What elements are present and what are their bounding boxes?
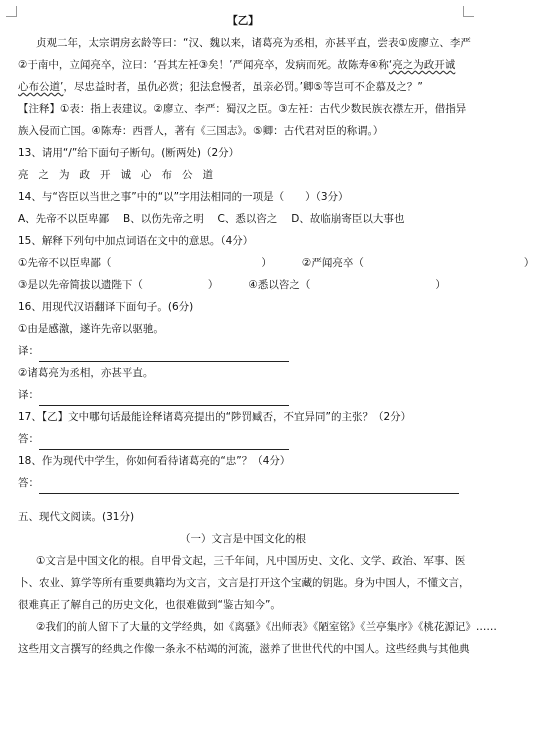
translation-row	[18, 340, 468, 362]
essay-line: ①文言是中国文化的根。自甲骨文起，三千年间，凡中国历史、文化、文学、政治、军事、医	[36, 555, 466, 567]
answer-line[interactable]	[39, 435, 289, 450]
q15-item: ①先帝不以臣卑鄙（	[18, 257, 112, 269]
document-page	[18, 10, 534, 660]
question-14-options: A、先帝不以臣卑鄙 B、以伤先帝之明 C、悉以咨之 D、故临崩寄臣以大事也	[18, 213, 405, 225]
essay-line: 卜、农业、算学等所有重要典籍均为文言，文言是打开这个宝藏的钥匙。身为中国人，不懂文言，	[18, 577, 470, 589]
answer-row	[18, 428, 468, 450]
q15-item: ③是以先帝简拔以遗陛下（	[18, 279, 143, 291]
question-15-row	[18, 252, 534, 274]
question-13-sentence: 亮之为政开诚心布公道	[18, 169, 223, 181]
question-16-sentence: ②诸葛亮为丞相，亦甚平直。	[18, 367, 154, 379]
essay-line: ②我们的前人留下了大量的文学经典，如《离骚》《出师表》《陋室铭》《兰亭集序》《桃花源记》……	[36, 621, 497, 633]
q15-item: ④悉以咨之（	[248, 279, 311, 291]
question-16: 16、用现代汉语翻译下面句子。(6分)	[18, 301, 194, 313]
passage-line	[18, 76, 468, 98]
question-15-row	[18, 274, 468, 296]
page-corner-mark-left	[6, 6, 17, 17]
section-heading: 五、现代文阅读。(31分)	[18, 511, 135, 523]
translation-label: 译：	[18, 345, 39, 357]
answer-label: 答：	[18, 433, 39, 445]
bracket-close: ）	[261, 257, 272, 269]
passage-text: ，尽忠益时者，虽仇必赏；犯法怠慢者，虽亲必罚。’卿⑤等岂可不企慕及之？”	[63, 81, 423, 93]
annotation-line: 【注释】①表：指上表建议。②廖立、李严：蜀汉之臣。③左衽：古代少数民族衣襟左开，借指异	[18, 103, 467, 115]
bracket-close: ）	[523, 257, 534, 269]
question-18: 18、作为现代中学生，你如何看待诸葛亮的“忠”？（4分）	[18, 455, 291, 467]
question-14: 14、与“咨臣以当世之事”中的“以”字用法相同的一项是（ ）（3分）	[18, 191, 349, 203]
answer-line[interactable]	[39, 479, 459, 494]
passage-underlined-text: 心布公道’	[18, 81, 64, 93]
question-16-sentence: ①由是感激，遂许先帝以驱驰。	[18, 323, 164, 335]
passage-underlined-text: ‘亮之为政开诚	[388, 59, 456, 71]
answer-line[interactable]	[39, 347, 289, 362]
bracket-close: ）	[435, 279, 446, 291]
translation-row	[18, 384, 468, 406]
essay-line: 这些用文言撰写的经典之作像一条永不枯竭的河流，滋养了世世代代的中国人。这些经典与其他典	[18, 643, 470, 655]
question-17: 17、【乙】文中哪句话最能诠释诸葛亮提出的“陟罚臧否，不宜异同”的主张？（2分）	[18, 411, 412, 423]
answer-label: 答：	[18, 477, 39, 489]
section-subheading: （一）文言是中国文化的根	[180, 533, 306, 545]
passage-line: 贞观二年，太宗谓房玄龄等曰：“汉、魏以来，诸葛亮为丞相，亦甚平直，尝表①废廖立、李严	[36, 37, 471, 49]
q15-item: ②严闻亮卒（	[301, 257, 364, 269]
bracket-close: ）	[207, 279, 219, 291]
essay-line: 很难真正了解自己的历史文化，也很难做到“鉴古知今”。	[18, 599, 281, 611]
question-13: 13、请用“/”给下面句子断句。(断两处)（2分）	[18, 147, 240, 159]
passage-text: ②于南中，立闻亮卒，泣曰：‘吾其左衽③矣！’严闻亮卒，发病而死。故陈寿④称	[18, 59, 389, 71]
translation-label: 译：	[18, 389, 39, 401]
annotation-line: 族入侵而亡国。④陈寿：西晋人，著有《三国志》。⑤卿：古代君对臣的称谓。）	[18, 125, 384, 137]
answer-line[interactable]	[39, 391, 289, 406]
answer-row	[18, 472, 468, 494]
passage-line	[18, 54, 468, 76]
passage-header: 【乙】	[227, 15, 259, 27]
question-15: 15、解释下列句中加点词语在文中的意思。（4分）	[18, 235, 254, 247]
